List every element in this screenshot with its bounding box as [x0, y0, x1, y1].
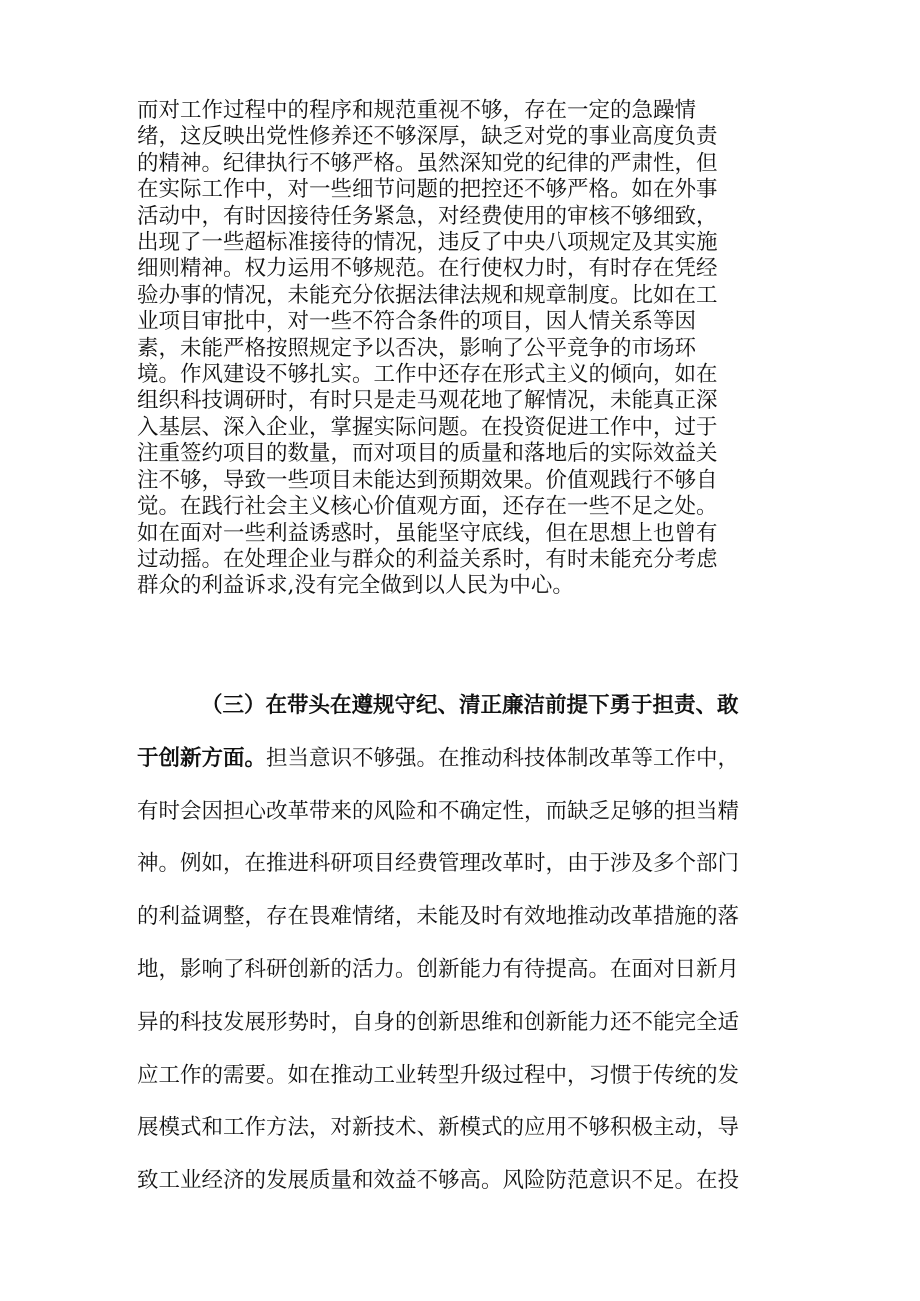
- text-line: 应工作的需要。如在推动工业转型升级过程中，习惯于传统的发: [137, 1062, 740, 1088]
- text-line: 在实际工作中，对一些细节问题的把控还不够严格。如在外事: [137, 177, 718, 203]
- text-line: 展模式和工作方法，对新技术、新模式的应用不够积极主动，导: [137, 1115, 740, 1141]
- section-heading: （三）在带头在遵规守纪、清正廉洁前提下勇于担责、敢: [201, 693, 739, 718]
- section-text: 担当意识不够强。在推动科技体制改革等工作中，: [266, 745, 740, 771]
- text-line: 神。例如，在推进科研项目经费管理改革时，由于涉及多个部门: [137, 851, 740, 877]
- text-line: 入基层、深入企业，掌握实际问题。在投资促进工作中，过于: [137, 414, 718, 440]
- text-line: 业项目审批中，对一些不符合条件的项目，因人情关系等因: [137, 309, 697, 335]
- text-line: 群众的利益诉求,没有完全做到以人民为中心。: [137, 573, 574, 599]
- text-line: 如在面对一些利益诱惑时，虽能坚守底线，但在思想上也曾有: [137, 520, 718, 546]
- text-line: 活动中，有时因接待任务紧急，对经费使用的审核不够细致，: [137, 203, 718, 229]
- text-line: [137, 733, 797, 786]
- text-line: 细则精神。权力运用不够规范。在行使权力时，有时存在凭经: [137, 256, 718, 282]
- text-line: 验办事的情况，未能充分依据法律法规和规章制度。比如在工: [137, 282, 718, 308]
- section-heading-continued: 于创新方面。: [137, 745, 267, 771]
- text-line: 地，影响了科研创新的活力。创新能力有待提高。在面对日新月: [137, 956, 740, 982]
- text-line: 境。作风建设不够扎实。工作中还存在形式主义的倾向，如在: [137, 362, 718, 388]
- text-line: 致工业经济的发展质量和效益不够高。风险防范意识不足。在投: [137, 1168, 740, 1194]
- text-line: 的利益调整，存在畏难情绪，未能及时有效地推动改革措施的落: [137, 904, 740, 930]
- text-line: 觉。在践行社会主义核心价值观方面，还存在一些不足之处。: [137, 494, 718, 520]
- paragraph-1: [137, 98, 797, 600]
- text-line: 有时会因担心改革带来的风险和不确定性，而缺乏足够的担当精: [137, 798, 740, 824]
- text-line: 异的科技发展形势时，自身的创新思维和创新能力还不能完全适: [137, 1009, 740, 1035]
- text-line: 注不够，导致一些项目未能达到预期效果。价值观践行不够自: [137, 467, 718, 493]
- text-line: 绪，这反映出党性修养还不够深厚，缺乏对党的事业高度负责: [137, 124, 718, 150]
- text-line: 注重签约项目的数量，而对项目的质量和落地后的实际效益关: [137, 441, 718, 467]
- text-line: 过动摇。在处理企业与群众的利益关系时，有时未能充分考虑: [137, 546, 718, 572]
- text-line: 而对工作过程中的程序和规范重视不够，存在一定的急躁情: [137, 98, 697, 123]
- text-line: 出现了一些超标准接待的情况，违反了中央八项规定及其实施: [137, 230, 718, 256]
- text-line: 组织科技调研时，有时只是走马观花地了解情况，未能真正深: [137, 388, 718, 414]
- text-line: 的精神。纪律执行不够严格。虽然深知党的纪律的严肃性，但: [137, 150, 718, 176]
- text-line: 素，未能严格按照规定予以否决，影响了公平竞争的市场环: [137, 335, 697, 361]
- section-3: [137, 680, 797, 1208]
